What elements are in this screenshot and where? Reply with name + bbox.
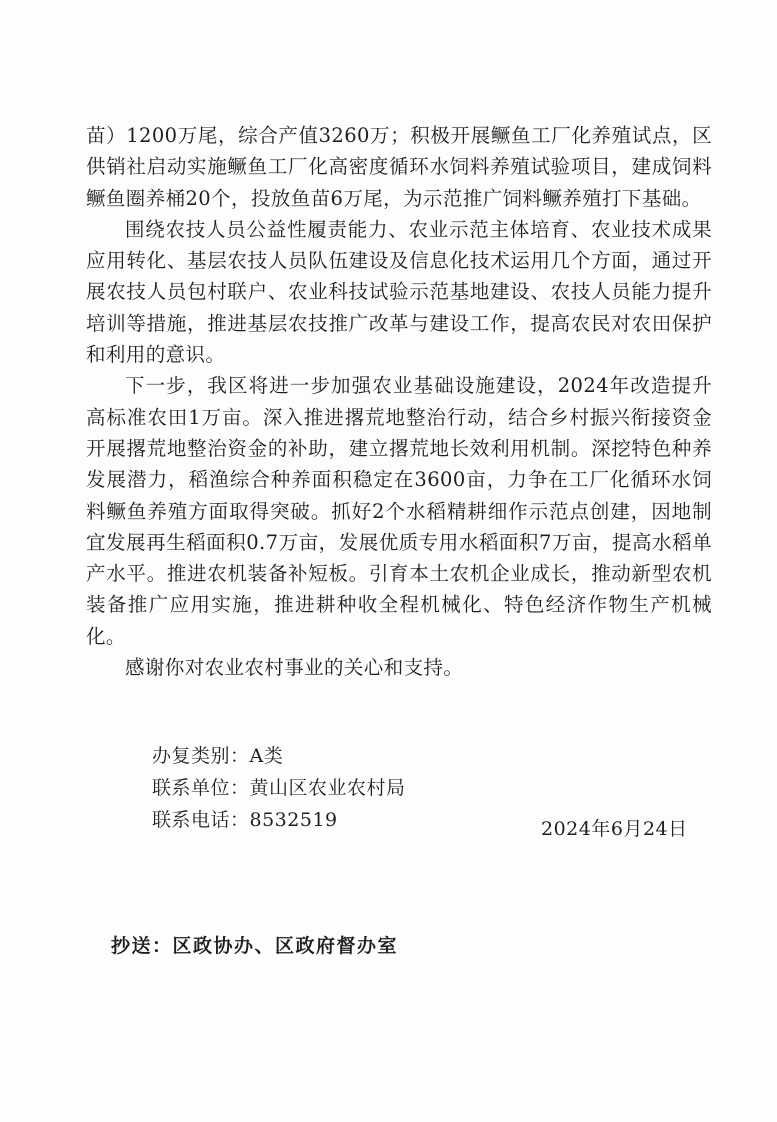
document-body — [86, 120, 712, 683]
contact-unit: 联系单位：黄山区农业农村局 — [152, 777, 406, 799]
cc-line: 抄送：区政协办、区政府督办室 — [111, 935, 399, 957]
document-date: 2024年6月24日 — [541, 818, 688, 840]
reply-category: 办复类别：A类 — [152, 745, 284, 767]
body-paragraph-4: 感谢你对农业农村事业的关心和支持。 — [125, 656, 464, 680]
reply-metadata — [152, 740, 406, 836]
body-paragraph-1: 苗）1200万尾，综合产值3260万；积极开展鳜鱼工厂化养殖试点，区供销社启动实施鳜鱼工厂化高密度循环水饲料养殖试验项目，建成饲料鳜鱼圈养桶20个，投放鱼苗6万尾，为示范推广饲料鳜养殖打下基础。 — [86, 124, 712, 210]
body-paragraph-3: 下一步，我区将进一步加强农业基础设施建设，2024年改造提升高标准农田1万亩。深入推进撂荒地整治行动，结合乡村振兴衔接资金开展撂荒地整治资金的补助，建立撂荒地长效利用机制。深挖特色种养发展潜力，稻渔综合种养面积稳定在3600亩，力争在工厂化循环水饲料鳜鱼养殖方面取得突破。抓好2个水稻精耕细作示范点创建，因地制宜发展再生稻面积0.7万亩，发展优质专用水稻面积7万亩，提高水稻单产水平。推进农机装备补短板。引育本土农机企业成长，推动新型农机装备推广应用实施，推进耕种收全程机械化、特色经济作物生产机械化。 — [86, 374, 712, 648]
contact-phone: 联系电话：8532519 — [152, 809, 338, 831]
body-paragraph-2: 围绕农技人员公益性履责能力、农业示范主体培育、农业技术成果应用转化、基层农技人员队伍建设及信息化技术运用几个方面，通过开展农技人员包村联户、农业科技试验示范基地建设、农技人员能力提升培训等措施，推进基层农技推广改革与建设工作，提高农民对农田保护和利用的意识。 — [86, 217, 712, 367]
